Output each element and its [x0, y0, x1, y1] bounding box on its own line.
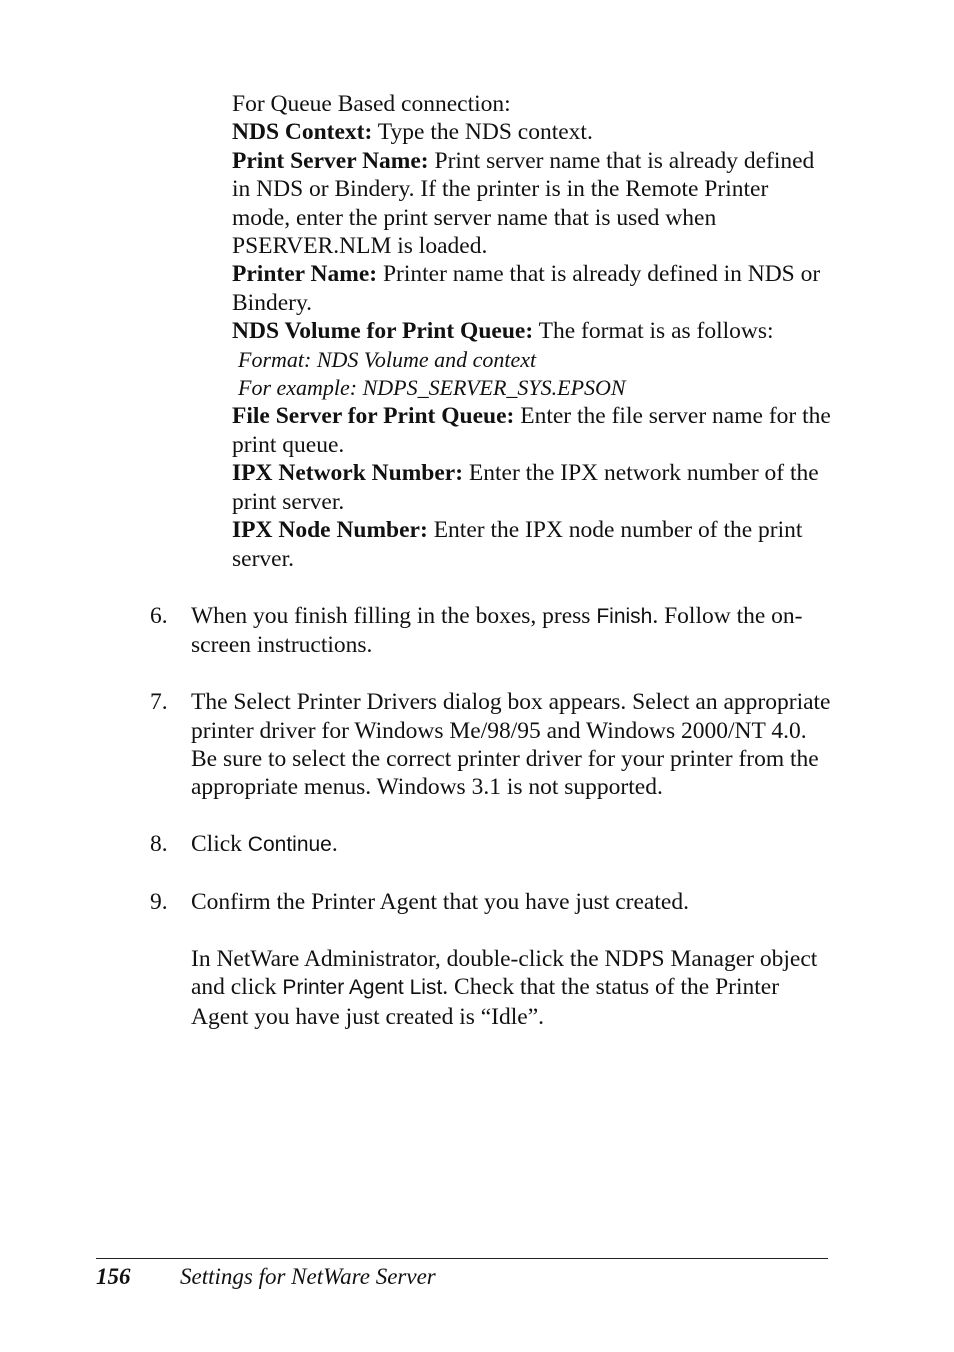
format-line: Format: NDS Volume and context [238, 346, 537, 372]
step-7 [148, 688, 838, 802]
step-number: 6. [150, 603, 168, 629]
field-nds-volume [232, 317, 832, 345]
field-description: Type the NDS context. [372, 119, 593, 146]
field-term: File Server for Print Queue: [232, 403, 515, 430]
step-text-part: In NetWare Administrator, double-click the NDPS Manager object and click [191, 945, 818, 1001]
step-number: 8. [150, 831, 168, 858]
step-6 [148, 602, 838, 660]
field-ipx-network-number [232, 459, 832, 516]
step-number: 7. [150, 689, 168, 716]
continue-button-label: Continue [247, 833, 332, 857]
field-nds-context [232, 118, 832, 146]
queue-connection-section [232, 90, 832, 573]
queue-intro: For Queue Based connection: [232, 91, 511, 117]
section-title: Settings for NetWare Server [180, 1264, 436, 1289]
field-description: Enter the IPX network number of the print server. [232, 460, 819, 515]
field-description: Printer name that is already defined in NDS or Bindery. [232, 261, 821, 316]
field-print-server-name [232, 147, 832, 261]
step-text-part: . Check that the status of the Printer Agent you have just created is “Idle”. [191, 974, 780, 1030]
example-line: For example: NDPS_SERVER_SYS.EPSON [238, 375, 626, 401]
step-text-part: . [331, 831, 338, 858]
page-footer [96, 1263, 436, 1291]
step-text [191, 830, 838, 859]
page-number: 156 [96, 1264, 131, 1289]
steps-list [148, 602, 838, 1059]
field-file-server [232, 402, 832, 459]
field-term: NDS Volume for Print Queue: [232, 318, 534, 345]
step-text-part: Click [191, 831, 248, 858]
step-text: The Select Printer Drivers dialog box appears. Select an appropriate printer driver for Windows Me/98/95 and Windows 2000/NT 4.0. Be sure to select the correct printer driver for your printer from the appropriate menus. Windows 3.1 is not supported. [191, 689, 831, 801]
step-detail [191, 945, 838, 1031]
step-text-part: . Follow the on-screen instructions. [191, 603, 803, 659]
field-term: NDS Context: [232, 119, 373, 146]
field-term: Printer Name: [232, 261, 378, 288]
step-text [191, 602, 838, 660]
printer-agent-list-label: Printer Agent List [282, 976, 443, 1000]
field-description: Print server name that is already defined in NDS or Bindery. If the printer is in the Remote Printer mode, enter the print server name that is used when PSERVER.NLM is loaded. [232, 147, 815, 260]
field-description: Enter the IPX node number of the print server. [232, 517, 803, 572]
field-term: Print Server Name: [232, 147, 429, 174]
field-term: IPX Node Number: [232, 517, 428, 544]
step-number: 9. [150, 889, 168, 916]
finish-button-label: Finish [596, 605, 653, 628]
field-ipx-node-number [232, 516, 832, 573]
step-8 [148, 830, 838, 859]
step-text-part: When you finish filling in the boxes, press [191, 603, 597, 629]
field-term: IPX Network Number: [232, 460, 464, 487]
step-9 [148, 888, 838, 1031]
field-printer-name [232, 260, 832, 317]
field-description: The format is as follows: [533, 318, 774, 345]
footer-divider [96, 1258, 828, 1259]
field-description: Enter the file server name for the print queue. [232, 403, 831, 458]
step-text: Confirm the Printer Agent that you have just created. [191, 889, 689, 916]
